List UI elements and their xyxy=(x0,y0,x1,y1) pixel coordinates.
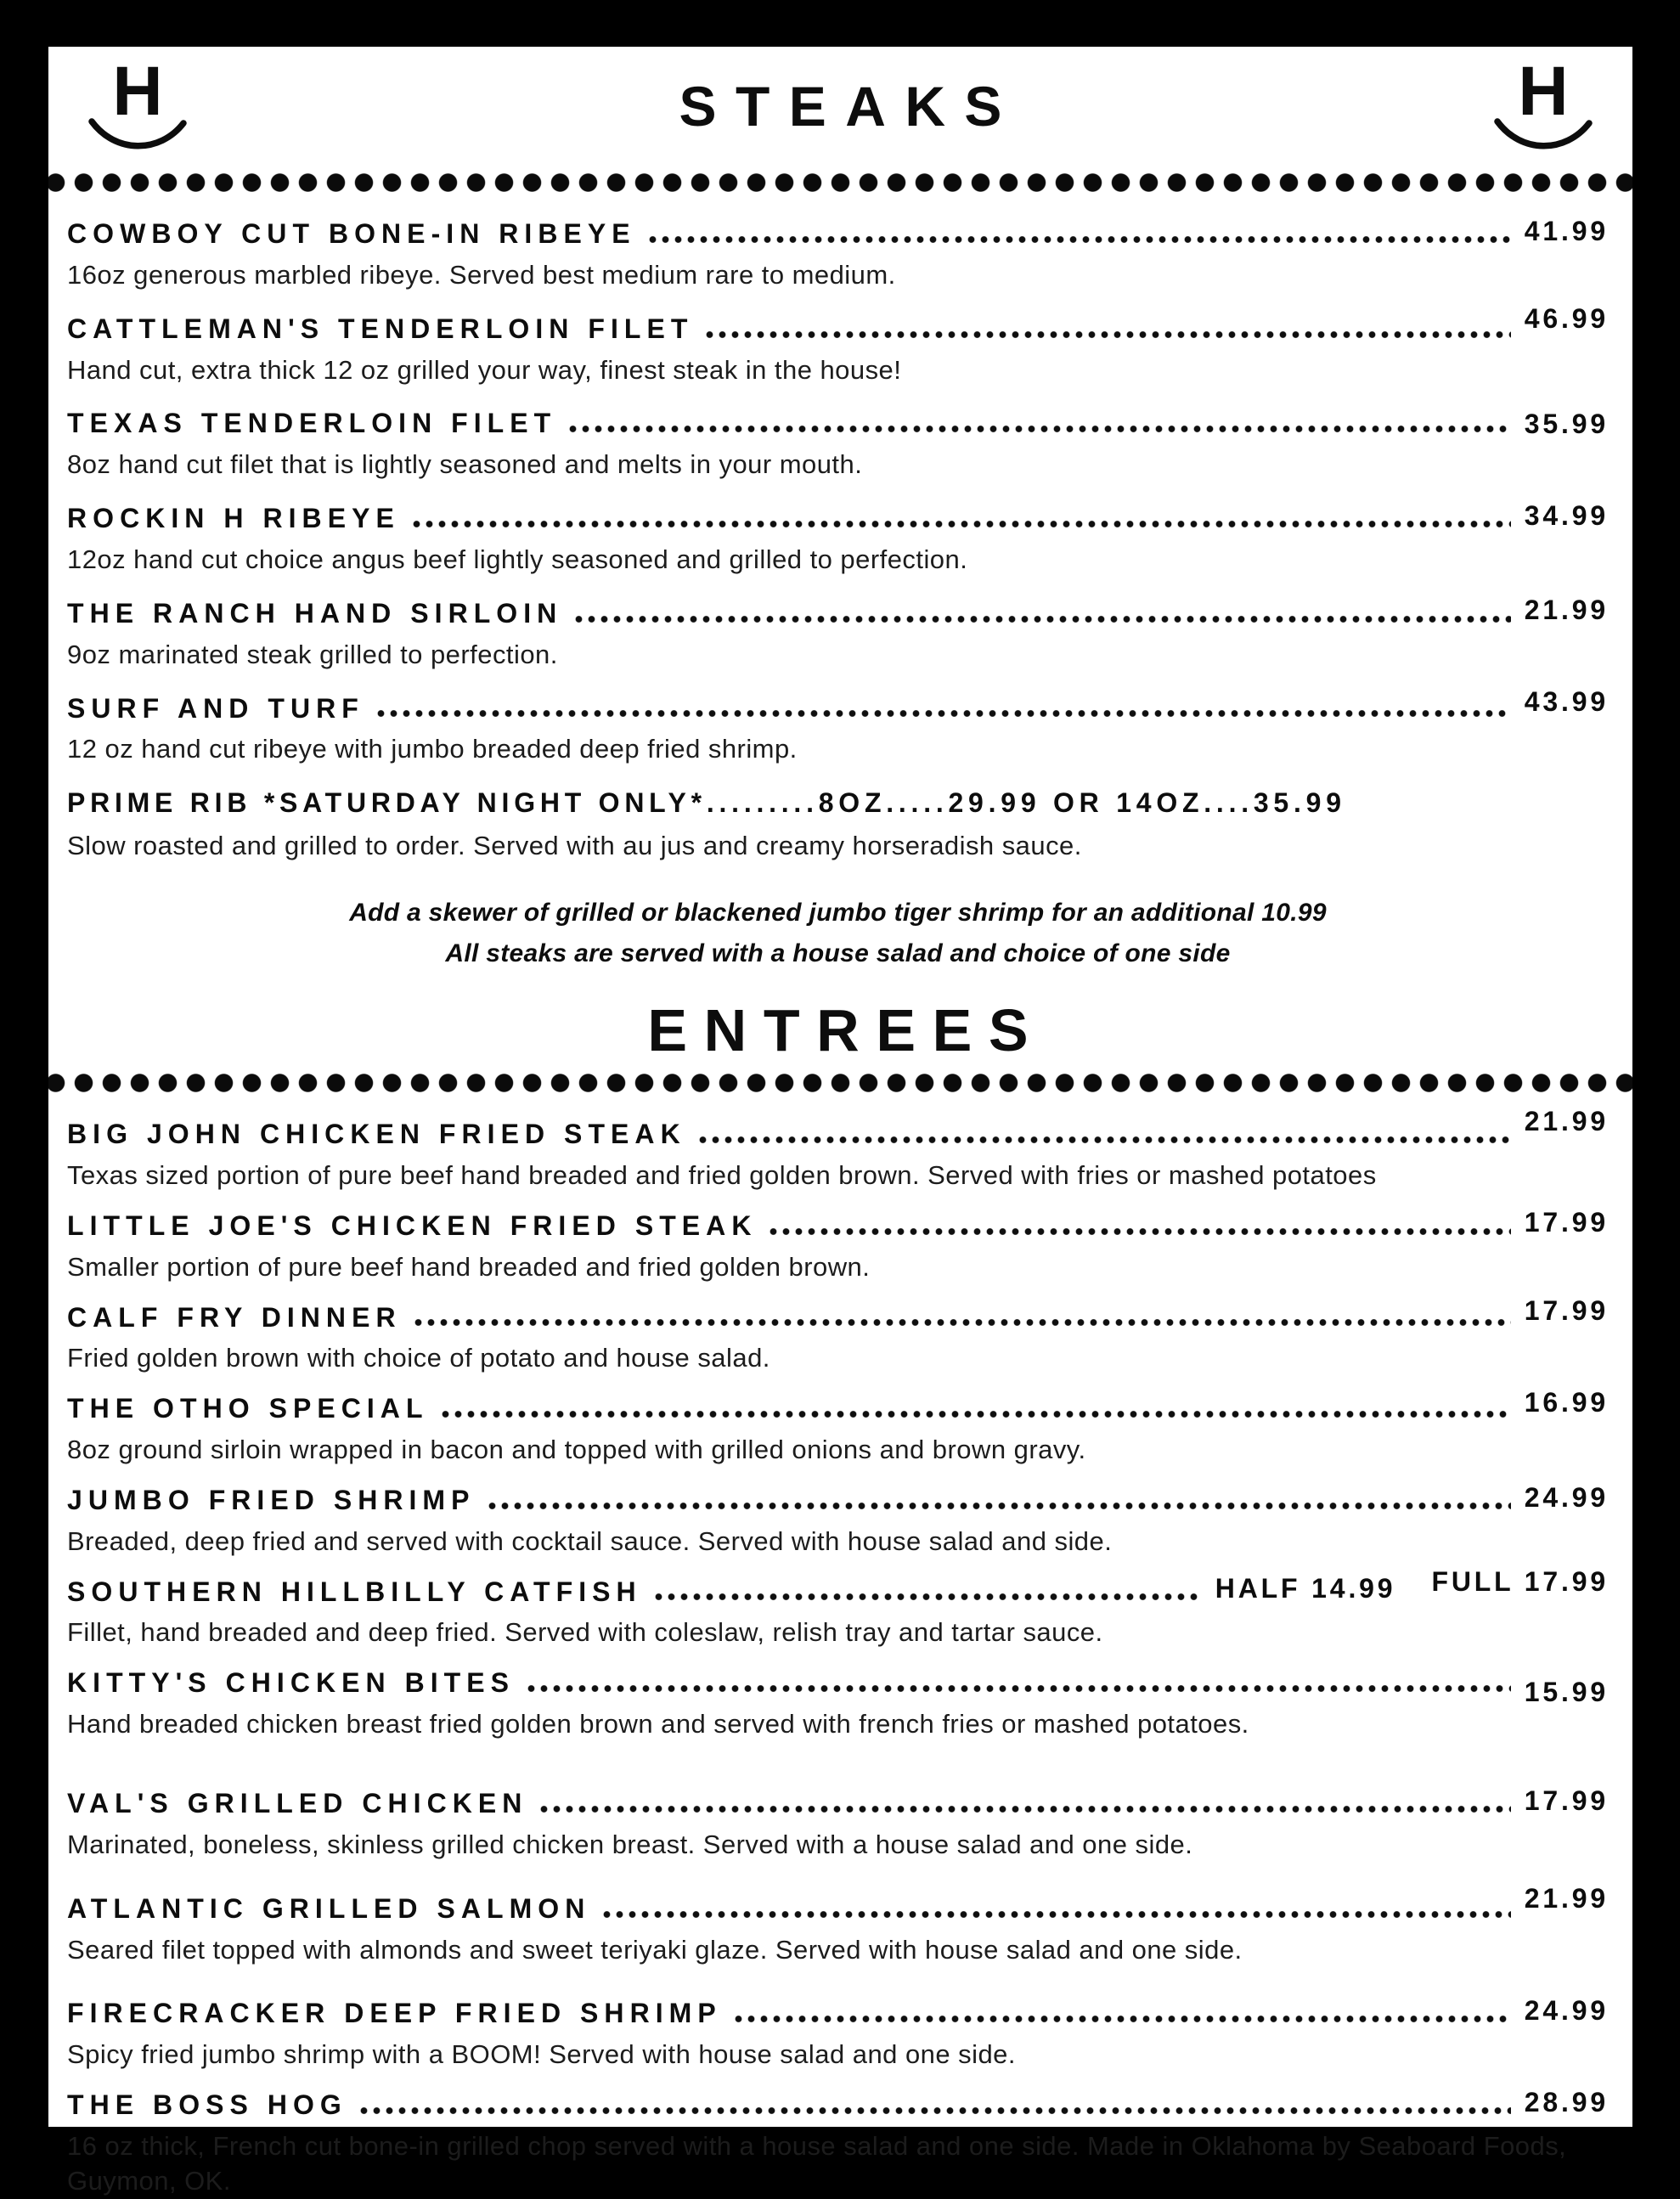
menu-item-kittys-chicken-bites xyxy=(67,1667,1609,1742)
item-description: Texas sized portion of pure beef hand breaded and fried golden brown. Served with fries or mashed potatoes xyxy=(67,1159,1377,1190)
item-price: 15.99 xyxy=(1524,1676,1609,1707)
entrees-content xyxy=(48,1093,1632,2199)
dotted-leader xyxy=(732,2015,1511,2023)
item-name-row xyxy=(67,686,1609,725)
entrees-dotted-divider xyxy=(48,1073,1632,1093)
menu-item-prime-rib xyxy=(67,787,1609,864)
item-price: 35.99 xyxy=(1524,409,1609,440)
item-name: THE OTHO SPECIAL xyxy=(67,1393,429,1424)
menu-item-calf-fry-dinner xyxy=(67,1295,1609,1377)
dotted-leader-text: ......... xyxy=(706,787,819,819)
dotted-leader xyxy=(412,1318,1511,1327)
item-name: KITTY'S CHICKEN BITES xyxy=(67,1667,516,1699)
menu-item-firecracker-shrimp xyxy=(67,1995,1609,2072)
item-name-row xyxy=(67,1386,1609,1424)
item-price: 43.99 xyxy=(1524,686,1609,718)
item-name: ATLANTIC GRILLED SALMON xyxy=(67,1892,591,1924)
item-price: 17.99 xyxy=(1524,1785,1609,1816)
item-name: CATTLEMAN'S TENDERLOIN FILET xyxy=(67,313,694,344)
menu-item-otho-special xyxy=(67,1386,1609,1468)
item-price: 41.99 xyxy=(1524,215,1609,246)
item-description: Smaller portion of pure beef hand breaded and fried golden brown. xyxy=(67,1251,871,1282)
item-name-row xyxy=(67,1566,1609,1608)
item-name-row xyxy=(67,787,1609,819)
item-description: Fried golden brown with choice of potato and house salad. xyxy=(67,1343,770,1373)
menu-item-boss-hog xyxy=(67,2086,1609,2199)
item-name-row xyxy=(67,499,1609,534)
dotted-leader xyxy=(486,1502,1511,1510)
item-price-full: FULL 17.99 xyxy=(1431,1566,1609,1598)
steaks-header xyxy=(48,55,1632,172)
item-name: COWBOY CUT BONE-IN RIBEYE xyxy=(67,218,636,249)
item-price: 24.99 xyxy=(1524,1995,1609,2027)
item-description: Hand cut, extra thick 12 oz grilled your way, finest steak in the house! xyxy=(67,354,902,385)
dotted-leader xyxy=(410,520,1511,528)
dotted-leader xyxy=(652,1593,1202,1601)
item-name: FIRECRACKER DEEP FRIED SHRIMP xyxy=(67,1998,722,2029)
item-description: 8oz ground sirloin wrapped in bacon and topped with grilled onions and brown gravy. xyxy=(67,1435,1086,1465)
item-description: 12oz hand cut choice angus beef lightly seasoned and grilled to perfection. xyxy=(67,544,968,574)
menu-item-cowboy-cut xyxy=(67,215,1609,293)
item-price: 34.99 xyxy=(1524,499,1609,531)
item-description: Slow roasted and grilled to order. Served with au jus and creamy horseradish sauce. xyxy=(67,831,1082,861)
menu-item-rockin-h-ribeye xyxy=(67,499,1609,578)
dotted-leader xyxy=(600,1910,1510,1919)
item-price: 17.99 xyxy=(1524,1295,1609,1327)
item-name: BIG JOHN CHICKEN FRIED STEAK xyxy=(67,1119,686,1150)
item-description: Hand breaded chicken breast fried golden brown and served with french fries or mashed potatoes. xyxy=(67,1709,1249,1739)
item-price: 21.99 xyxy=(1524,1883,1609,1914)
menu-item-vals-grilled-chicken xyxy=(67,1785,1609,1863)
item-name: ROCKIN H RIBEYE xyxy=(67,503,400,534)
dotted-leader xyxy=(696,1136,1511,1144)
menu-content xyxy=(48,193,1632,1064)
item-description: Spicy fried jumbo shrimp with a BOOM! Served with house salad and one side. xyxy=(67,2039,1016,2070)
dotted-leader xyxy=(439,1410,1511,1418)
menu-item-big-john-cfs xyxy=(67,1105,1609,1193)
item-name: LITTLE JOE'S CHICKEN FRIED STEAK xyxy=(67,1209,758,1241)
section-title-steaks: STEAKS xyxy=(679,75,1021,138)
item-name-row xyxy=(67,303,1609,345)
item-name: SURF AND TURF xyxy=(67,692,364,724)
logo-rocker-arc-icon xyxy=(1492,116,1594,152)
item-name: JUMBO FRIED SHRIMP xyxy=(67,1484,476,1515)
dotted-leader xyxy=(525,1684,1511,1693)
item-name-row xyxy=(67,1105,1609,1150)
item-name-row xyxy=(67,408,1609,439)
item-price: 28.99 xyxy=(1524,2086,1609,2117)
logo-letter: H xyxy=(1518,53,1569,130)
menu-item-atlantic-grilled-salmon xyxy=(67,1883,1609,1968)
section-title-entrees: ENTREES xyxy=(647,997,1046,1064)
item-name-row xyxy=(67,1667,1609,1707)
item-name-row xyxy=(67,215,1609,250)
dotted-leader xyxy=(375,709,1511,718)
item-name-row xyxy=(67,1295,1609,1333)
logo-letter: H xyxy=(112,53,163,130)
steaks-notes xyxy=(67,893,1609,974)
item-name: THE RANCH HAND SIRLOIN xyxy=(67,597,563,629)
item-description: Breaded, deep fried and served with cocktail sauce. Served with house salad and side. xyxy=(67,1525,1113,1556)
item-name-row xyxy=(67,1883,1609,1925)
item-name: CALF FRY DINNER xyxy=(67,1301,402,1333)
note-served-with: All steaks are served with a house salad and choice of one side xyxy=(445,939,1231,968)
dotted-leader xyxy=(358,2106,1511,2115)
item-description: 16oz generous marbled ribeye. Served best medium rare to medium. xyxy=(67,259,896,290)
rocking-h-logo-right xyxy=(1480,53,1607,152)
item-price: 16.99 xyxy=(1524,1386,1609,1418)
item-description: Marinated, boneless, skinless grilled chicken breast. Served with a house salad and one side. xyxy=(67,1829,1193,1859)
item-name-row xyxy=(67,2086,1609,2121)
item-price: 8OZ.....29.99 OR 14OZ....35.99 xyxy=(818,787,1346,819)
note-add-shrimp: Add a skewer of grilled or blackened jumbo tiger shrimp for an additional 10.99 xyxy=(349,899,1327,928)
steaks-dotted-divider xyxy=(48,172,1632,193)
item-name: VAL'S GRILLED CHICKEN xyxy=(67,1788,528,1819)
menu-item-surf-and-turf xyxy=(67,686,1609,768)
menu-item-hillbilly-catfish xyxy=(67,1566,1609,1651)
dotted-leader xyxy=(572,615,1510,623)
item-description: Fillet, hand breaded and deep fried. Served with coleslaw, relish tray and tartar sauce. xyxy=(67,1617,1103,1648)
menu-item-little-joes-cfs xyxy=(67,1207,1609,1285)
item-price: 46.99 xyxy=(1524,303,1609,335)
dotted-leader xyxy=(567,425,1510,433)
item-name: PRIME RIB *SATURDAY NIGHT ONLY* xyxy=(67,787,707,819)
item-name-row xyxy=(67,595,1609,629)
item-description: 9oz marinated steak grilled to perfection. xyxy=(67,639,558,669)
item-name-row xyxy=(67,1207,1609,1242)
dotted-leader xyxy=(703,330,1510,339)
menu-page xyxy=(48,47,1632,2196)
item-name: TEXAS TENDERLOIN FILET xyxy=(67,408,557,439)
item-price-half: HALF 14.99 xyxy=(1215,1573,1396,1604)
item-price: 21.99 xyxy=(1524,595,1609,626)
item-price: 24.99 xyxy=(1524,1481,1609,1513)
item-name-row xyxy=(67,1481,1609,1516)
dotted-leader xyxy=(767,1227,1510,1236)
menu-item-cattlemans-filet xyxy=(67,303,1609,388)
dotted-leader xyxy=(646,235,1511,244)
item-description: 8oz hand cut filet that is lightly seasoned and melts in your mouth. xyxy=(67,449,863,480)
menu-item-texas-filet xyxy=(67,408,1609,482)
menu-item-ranch-hand-sirloin xyxy=(67,595,1609,673)
item-price: 17.99 xyxy=(1524,1207,1609,1238)
item-description: 12 oz hand cut ribeye with jumbo breaded deep fried shrimp. xyxy=(67,734,798,764)
item-name: SOUTHERN HILLBILLY CATFISH xyxy=(67,1576,642,1607)
dotted-leader xyxy=(538,1805,1510,1813)
item-description: 16 oz thick, French cut bone-in grilled chop served with a house salad and one side. Made in Oklahoma by Seaboard Foods, Guymon, OK. xyxy=(67,2130,1567,2196)
menu-item-jumbo-fried-shrimp xyxy=(67,1481,1609,1559)
item-name-row xyxy=(67,1995,1609,2029)
item-name: THE BOSS HOG xyxy=(67,2089,347,2121)
item-price: 21.99 xyxy=(1524,1105,1609,1136)
item-name-row xyxy=(67,1785,1609,1819)
item-description: Seared filet topped with almonds and sweet teriyaki glaze. Served with house salad and one side. xyxy=(67,1934,1243,1965)
